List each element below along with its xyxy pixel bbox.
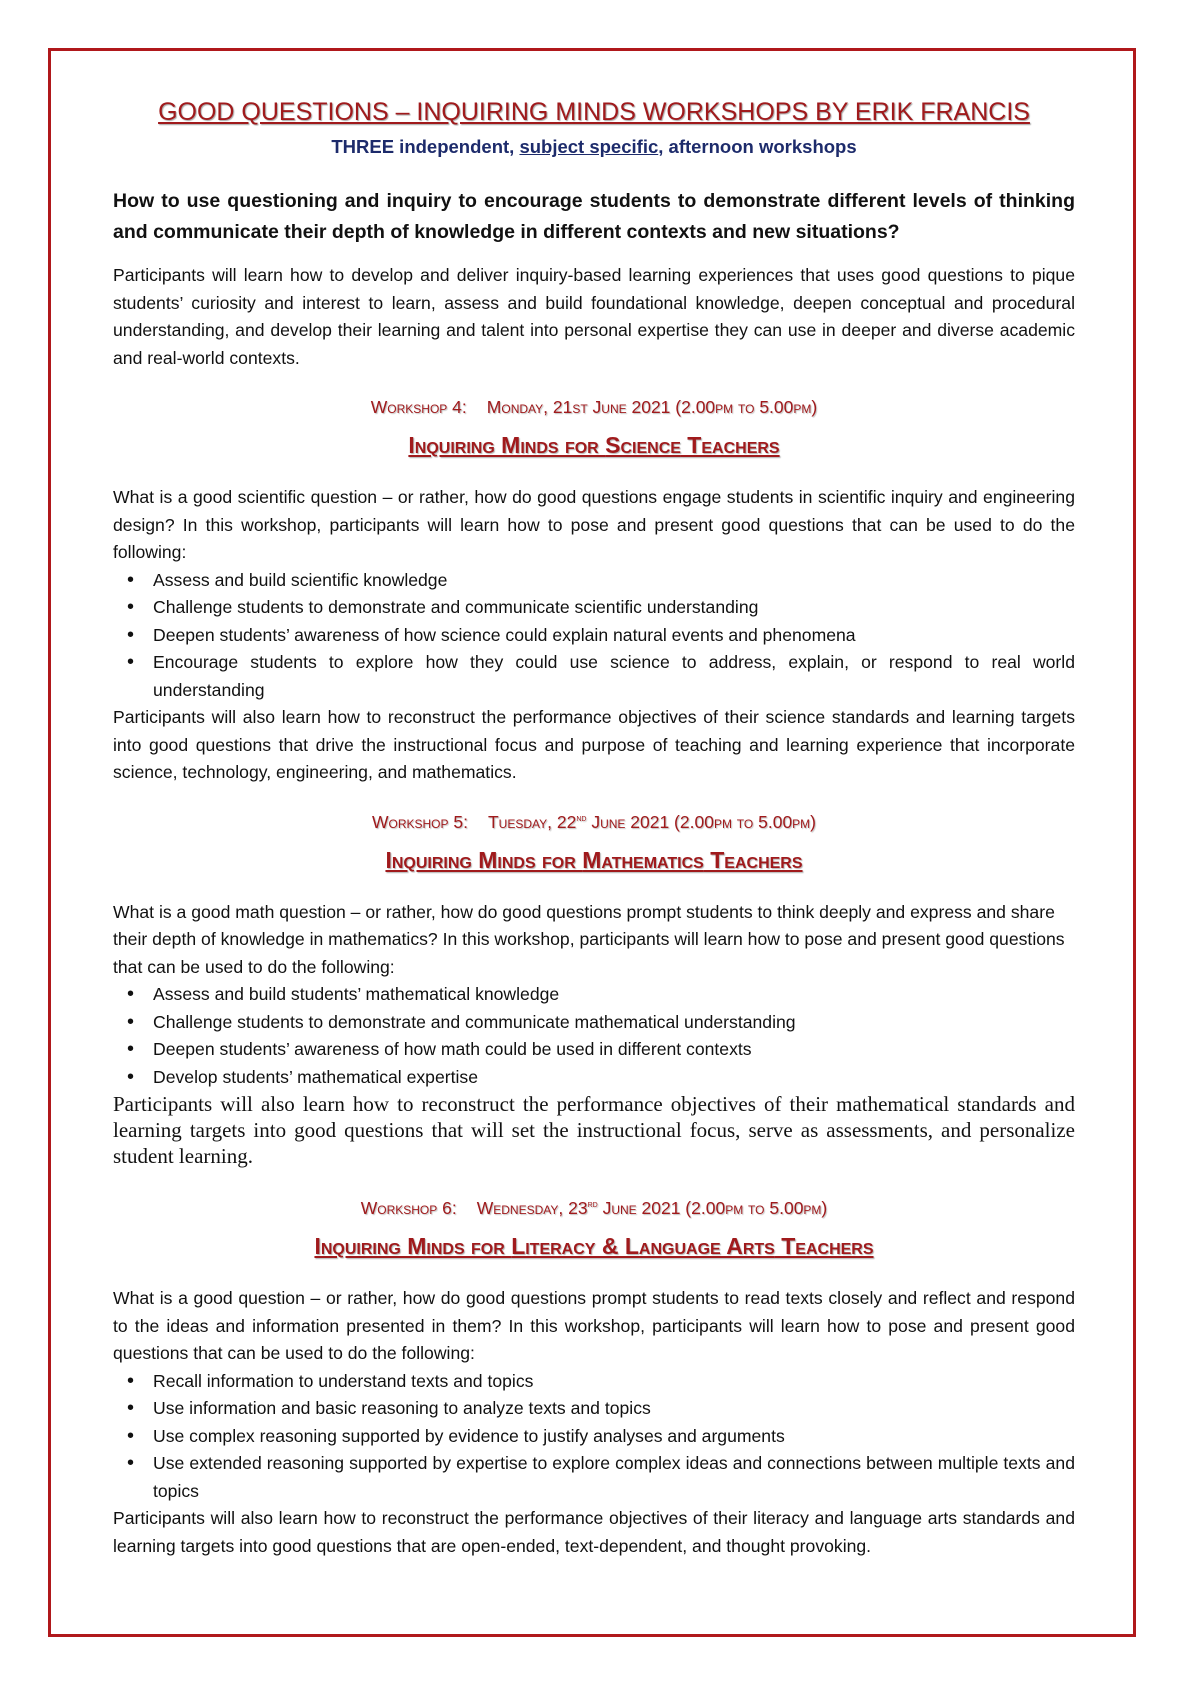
workshop-6-description: What is a good question – or rather, how do good questions prompt students to read texts closely and reflect and respond to the ideas and information presented in them? In this workshop, participants will learn how to pose and present good questions that can be used to do the following: [113,1288,1075,1363]
workshop-label: Workshop 6: [360,1198,457,1218]
title-suffix: Teachers [680,432,780,458]
intro-paragraph: Participants will learn how to develop and deliver inquiry-based learning experiences that uses good questions to pique students’ curiosity and interest to learn, assess and build foundational knowledge, deepen conceptual and procedural understanding, and develop their learning and talent into personal expertise they can use in deeper and diverse academic and real-world contexts. [113,265,1075,368]
subtitle-suffix: , afternoon workshops [658,136,857,157]
workshop-6-date [113,1195,1075,1221]
list-item: • Recall information to understand texts and topics [153,1368,1075,1396]
date-ordinal: rd [587,1199,598,1211]
workshop-date-text: Wednesday, 23 [476,1198,588,1218]
title-subject: Literacy & Language Arts [511,1233,775,1259]
workshop-date-rest: June 2021 (2.00pm to 5.00pm) [597,1198,828,1218]
workshop-date-text: Monday, 21st June 2021 (2.00pm to 5.00pm) [486,397,818,417]
workshop-4-bullets [113,567,1075,705]
workshop-5-date [113,809,1075,835]
key-question: How to use questioning and inquiry to encourage students to demonstrate different levels of thinking and communicate their depth of knowledge in different contexts and new situations? [113,190,1075,243]
workshop-4-closing: Participants will also learn how to reconstruct the performance objectives of their science standards and learning targets into good questions that drive the instructional focus and purpose of teaching and learning experience that incorporate science, technology, engineering, and mathematics. [113,707,1075,782]
date-ordinal: nd [576,812,587,824]
title-prefix: Inquiring Minds for [385,846,583,873]
list-item: • Assess and build scientific knowledge [153,567,1075,595]
workshop-6 [113,1195,1075,1560]
title-suffix: Teachers [703,846,803,873]
workshop-label: Workshop 4: [370,397,467,417]
workshop-6-bullets [113,1368,1075,1506]
workshop-4-title [113,428,1075,462]
list-item: • Deepen students’ awareness of how science could explain natural events and phenomena [153,622,1075,650]
workshop-5-description: What is a good math question – or rather, how do good questions prompt students to think deeply and express and share their depth of knowledge in mathematics? In this workshop, participants will learn how to pose and present good questions that can be used to do the following: [113,901,1065,977]
list-item: • Challenge students to demonstrate and communicate mathematical understanding [153,1009,1075,1037]
list-item: • Encourage students to explore how they could use science to address, explain, or respond to real world understanding [153,649,1075,704]
subtitle-underlined: subject specific [519,136,659,157]
workshop-6-closing: Participants will also learn how to reconstruct the performance objectives of their literacy and language arts standards and learning targets into good questions that are open-ended, text-dependent, and thought provoking. [113,1508,1075,1556]
workshop-4-description: What is a good scientific question – or rather, how do good questions engage students in scientific inquiry and engineering design? In this workshop, participants will learn how to pose and present good questions that can be used to do the following: [113,487,1075,562]
document-body [113,96,1075,1560]
list-item: • Deepen students’ awareness of how math could be used in different contexts [153,1036,1075,1064]
list-item: • Use extended reasoning supported by expertise to explore complex ideas and connections between multiple texts and topics [153,1450,1075,1505]
workshop-date-rest: June 2021 (2.00pm to 5.00pm) [586,811,817,832]
workshop-6-title [113,1229,1075,1263]
workshop-5 [113,809,1075,1170]
list-item: • Develop students’ mathematical expertise [153,1064,1075,1092]
list-item: • Use information and basic reasoning to analyze texts and topics [153,1395,1075,1423]
title-subject: Science [605,432,681,458]
workshop-5-closing: Participants will also learn how to reconstruct the performance objectives of their mathematical standards and learning targets into good questions that will set the instructional focus, serve as assessments, and personalize student learning. [113,1092,1075,1168]
title-prefix: Inquiring Minds for [314,1233,512,1259]
workshop-4 [113,394,1075,787]
workshop-date-text: Tuesday, 22 [487,811,577,832]
list-item: • Use complex reasoning supported by evidence to justify analyses and arguments [153,1423,1075,1451]
workshop-label: Workshop 5: [371,811,468,832]
title-prefix: Inquiring Minds for [408,432,606,458]
title-subject: Mathematics [582,846,704,873]
title-suffix: Teachers [774,1233,874,1259]
workshop-5-bullets [113,981,1075,1091]
workshop-4-date [113,394,1075,420]
subtitle-prefix: THREE independent, [331,136,520,157]
page-subtitle [113,134,1075,160]
list-item: • Assess and build students’ mathematical knowledge [153,981,1075,1009]
page-title: GOOD QUESTIONS – INQUIRING MINDS WORKSHOPS BY ERIK FRANCIS [158,98,1030,126]
list-item: • Challenge students to demonstrate and communicate scientific understanding [153,594,1075,622]
workshop-5-title [113,843,1075,877]
